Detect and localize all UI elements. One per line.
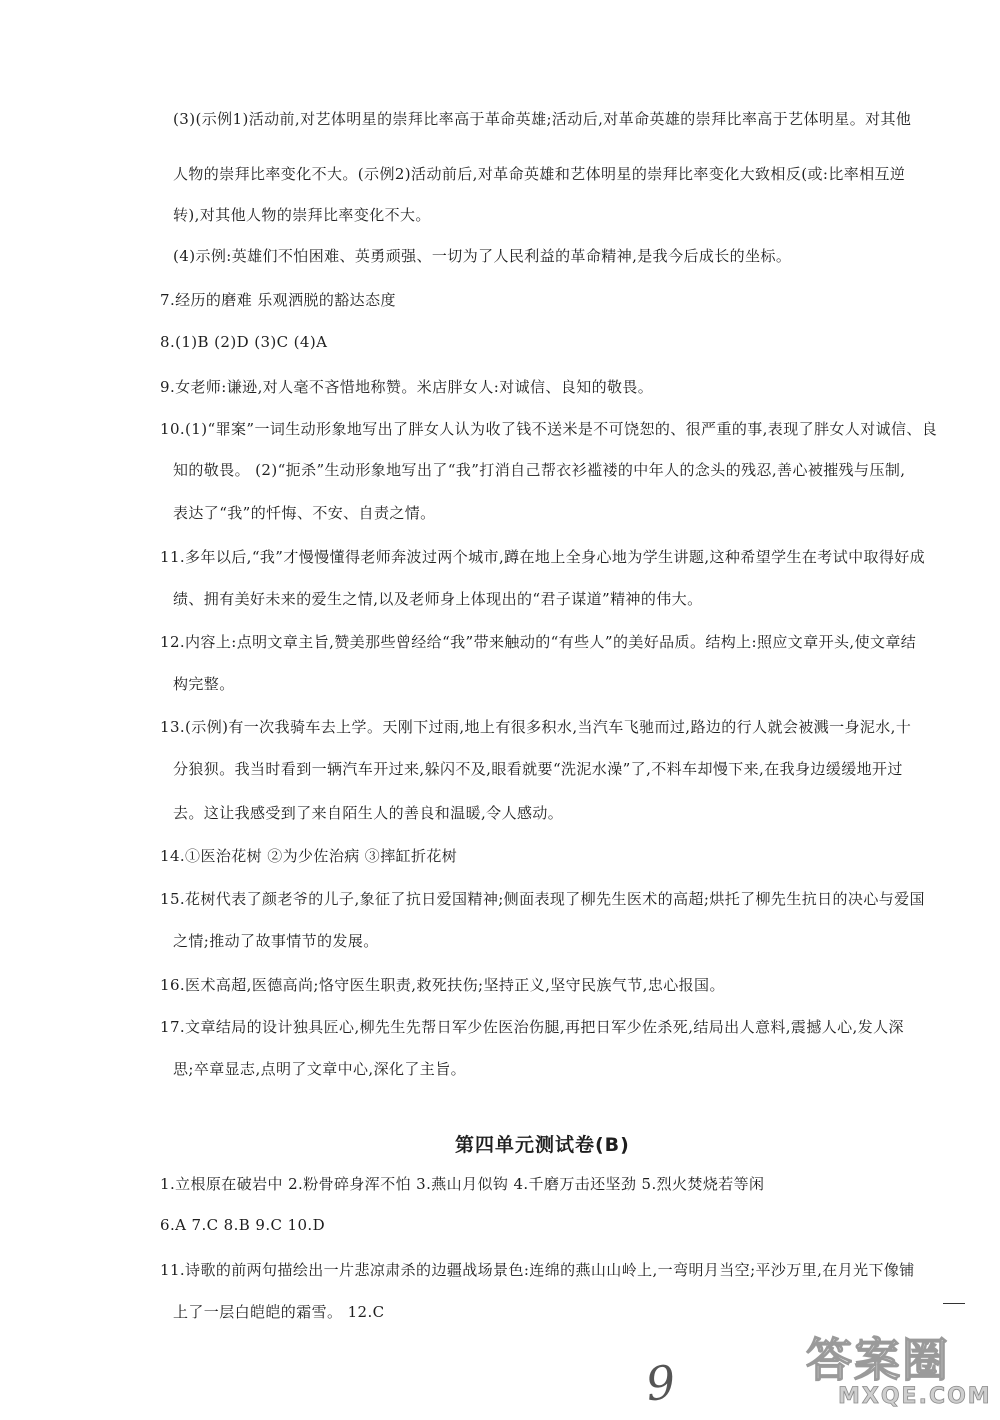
answer-q10-line3: 表达了“我”的忏悔、不安、自责之情。 — [173, 504, 436, 522]
answer-q6-3-line1: (3)(示例1)活动前,对艺体明星的崇拜比率高于革命英雄;活动后,对革命英雄的崇拜比率高于艺体明星。对其他 — [173, 110, 912, 128]
page-number: 9 — [643, 1354, 679, 1412]
watermark-text: 答案圈 — [806, 1333, 950, 1387]
unit-b-answer-q11-line1: 11.诗歌的前两句描绘出一片悲凉肃杀的边疆战场景色:连绵的燕山山岭上,一弯明月当空;平沙万里,在月光下像铺 — [160, 1261, 915, 1279]
answer-q14: 14.①医治花树 ②为少佐治病 ③摔缸折花树 — [160, 847, 458, 865]
answer-q15-line1: 15.花树代表了颜老爷的儿子,象征了抗日爱国精神;侧面表现了柳先生医术的高超;烘托了柳先生抗日的决心与爱国 — [160, 890, 925, 908]
unit-b-title: 第四单元测试卷(B) — [455, 1134, 630, 1156]
answer-q9: 9.女老师:谦逊,对人毫不吝惜地称赞。米店胖女人:对诚信、良知的敬畏。 — [160, 378, 654, 396]
answer-q12-line2: 构完整。 — [173, 675, 235, 693]
answer-q11-line2: 绩、拥有美好未来的爱生之情,以及老师身上体现出的“君子谋道”精神的伟大。 — [173, 590, 703, 608]
answer-q12-line1: 12.内容上:点明文章主旨,赞美那些曾经给“我”带来触动的“有些人”的美好品质。结构上:照应文章开头,使文章结 — [160, 633, 917, 651]
answer-q7: 7.经历的磨难 乐观洒脱的豁达态度 — [160, 291, 396, 309]
answer-q10-line1: 10.(1)“罪案”一词生动形象地写出了胖女人认为收了钱不送米是不可饶恕的、很严重的事,表现了胖女人对诚信、良 — [160, 420, 938, 438]
answer-q13-line1: 13.(示例)有一次我骑车去上学。天刚下过雨,地上有很多积水,当汽车飞驰而过,路边的行人就会被溅一身泥水,十 — [160, 718, 912, 736]
watermark-logo — [800, 1318, 990, 1414]
unit-b-answer-q6-10: 6.A 7.C 8.B 9.C 10.D — [160, 1216, 326, 1234]
answer-q17-line1: 17.文章结局的设计独具匠心,柳先生先帮日军少佐医治伤腿,再把日军少佐杀死,结局出人意料,震撼人心,发人深 — [160, 1018, 904, 1036]
answer-q11-line1: 11.多年以后,“我”才慢慢懂得老师奔波过两个城市,蹲在地上全身心地为学生讲题,这种希望学生在考试中取得好成 — [160, 548, 926, 566]
answer-q17-line2: 思;卒章显志,点明了文章中心,深化了主旨。 — [173, 1060, 466, 1078]
answer-q6-4: (4)示例:英雄们不怕困难、英勇顽强、一切为了人民利益的革命精神,是我今后成长的坐标。 — [173, 247, 792, 265]
answer-q8: 8.(1)B (2)D (3)C (4)A — [160, 333, 328, 351]
watermark-url: MXQE.COM — [838, 1384, 992, 1409]
answer-q13-line2: 分狼狈。我当时看到一辆汽车开过来,躲闪不及,眼看就要“洗泥水澡”了,不料车却慢下来,在我身边缓缓地开过 — [173, 760, 903, 778]
answer-q15-line2: 之情;推动了故事情节的发展。 — [173, 932, 379, 950]
unit-b-answer-q11-line2: 上了一层白皑皑的霜雪。 12.C — [173, 1303, 385, 1321]
answer-q13-line3: 去。这让我感受到了来自陌生人的善良和温暖,令人感动。 — [173, 804, 564, 822]
answer-q10-line2: 知的敬畏。 (2)“扼杀”生动形象地写出了“我”打消自己帮衣衫褴褛的中年人的念头的残忍,善心被摧残与压制, — [173, 461, 906, 479]
answer-q6-3-line3: 转),对其他人物的崇拜比率变化不大。 — [173, 206, 431, 224]
answer-q6-3-line2: 人物的崇拜比率变化不大。(示例2)活动前后,对革命英雄和艺体明星的崇拜比率变化大致相反(或:比率相互逆 — [173, 165, 906, 183]
unit-b-answer-q1-5: 1.立根原在破岩中 2.粉骨碎身浑不怕 3.燕山月似钩 4.千磨万击还坚劲 5.烈火焚烧若等闲 — [160, 1175, 765, 1193]
corner-dash — [943, 1303, 965, 1304]
answer-q16: 16.医术高超,医德高尚;恪守医生职责,救死扶伤;坚持正义,坚守民族气节,忠心报国。 — [160, 976, 725, 994]
